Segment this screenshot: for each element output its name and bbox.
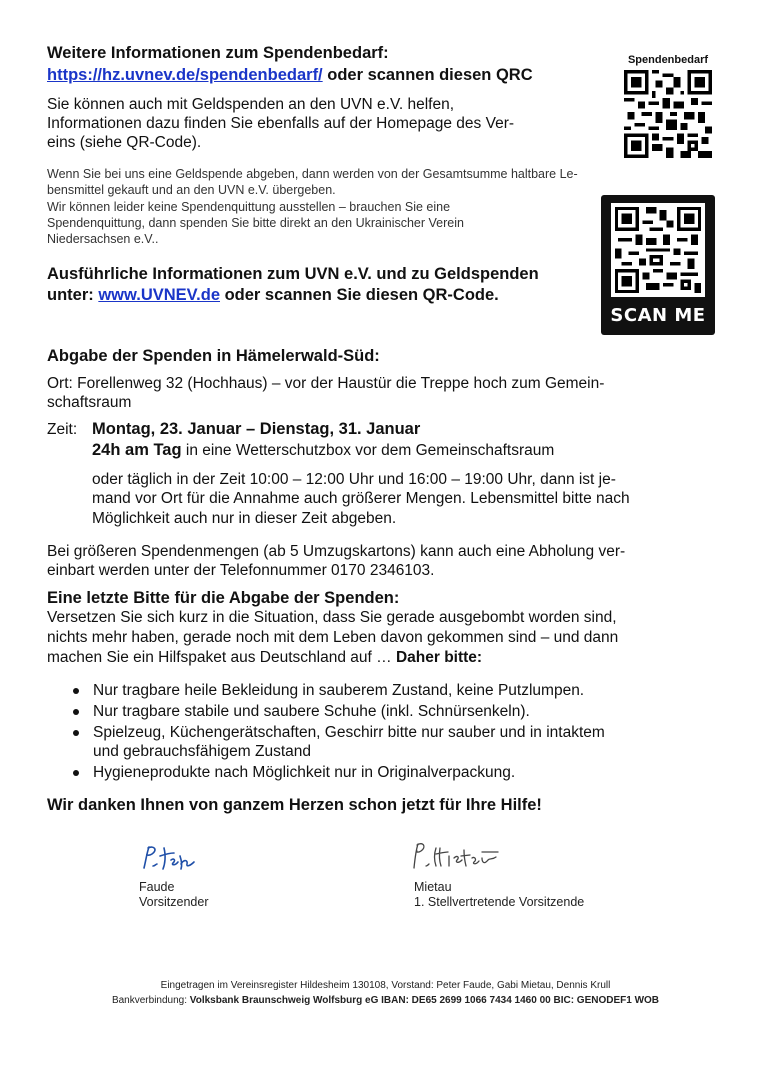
signature-name-faude: Faude xyxy=(139,880,175,894)
uvn-prefix: unter: xyxy=(47,286,99,304)
list-item-text: und gebrauchsfähigem Zustand xyxy=(93,743,312,760)
bullet-icon xyxy=(73,770,79,776)
qr-label: Spendenbedarf xyxy=(627,54,709,66)
scan-me-label: SCAN ME xyxy=(610,305,706,326)
footer-bank-details: Volksbank Braunschweig Wolfsburg eG IBAN: DE65 2699 1066 7434 1460 00 BIC: GENODEF1 WOB xyxy=(189,995,660,1006)
pickup-line2: einbart werden unter der Telefonnummer 0170 2346103. xyxy=(47,562,435,579)
small-line2: bensmittel gekauft und an den UVN e.V. übergeben. xyxy=(47,183,336,197)
qr-code-spendenbedarf[interactable] xyxy=(624,70,712,158)
list-item xyxy=(47,702,727,721)
pickup-line1: Bei größeren Spendenmengen (ab 5 Umzugskartons) kann auch eine Abholung ver- xyxy=(47,543,626,560)
info-heading: Weitere Informationen zum Spendenbedarf: xyxy=(47,44,389,62)
signature-role-faude: Vorsitzender xyxy=(139,895,209,909)
list-item xyxy=(47,723,727,742)
list-item-text: Nur tragbare heile Bekleidung in sauberem Zustand, keine Putzlumpen. xyxy=(93,682,585,699)
zeit-label: Zeit: xyxy=(47,421,78,438)
bullet-icon xyxy=(73,688,79,694)
zeit-24h-bold: 24h am Tag xyxy=(92,441,182,459)
list-item-continuation xyxy=(47,742,727,761)
footer-bank xyxy=(0,994,771,1008)
zeit-daily-line1: oder täglich in der Zeit 10:00 – 12:00 Uhr und 16:00 – 19:00 Uhr, dann ist je- xyxy=(92,471,616,488)
scan-me-qr-box[interactable] xyxy=(601,195,715,335)
ort-line1: Ort: Forellenweg 32 (Hochhaus) – vor der Haustür die Treppe hoch zum Gemein- xyxy=(47,375,605,392)
signature-mietau-icon xyxy=(408,838,508,876)
qr-code-uvnev[interactable] xyxy=(611,203,705,297)
spendenbedarf-link[interactable]: https://hz.uvnev.de/spendenbedarf/ xyxy=(47,66,323,84)
footer-bank-prefix: Bankverbindung: xyxy=(111,995,190,1006)
list-item-text: Hygieneprodukte nach Möglichkeit nur in Originalverpackung. xyxy=(93,764,516,781)
small-line3: Wir können leider keine Spendenquittung ausstellen – brauchen Sie eine xyxy=(47,200,451,214)
info-para-line1: Sie können auch mit Geldspenden an den UVN e.V. helfen, xyxy=(47,96,455,113)
small-line1: Wenn Sie bei uns eine Geldspende abgeben, dann werden von der Gesamtsumme haltbare Le- xyxy=(47,167,578,181)
info-link-line xyxy=(47,65,533,85)
list-item-text: Nur tragbare stabile und saubere Schuhe (inkl. Schnürsenkeln). xyxy=(93,703,530,720)
bitte-line1: Versetzen Sie sich kurz in die Situation, dass Sie gerade ausgebombt worden sind, xyxy=(47,609,617,626)
signature-role-mietau: 1. Stellvertretende Vorsitzende xyxy=(414,895,585,909)
zeit-24h-rest: in eine Wetterschutzbox vor dem Gemeinschaftsraum xyxy=(181,442,555,459)
thanks-line: Wir danken Ihnen von ganzem Herzen schon jetzt für Ihre Hilfe! xyxy=(47,796,542,814)
uvn-suffix: oder scannen Sie diesen QR-Code. xyxy=(220,286,499,304)
abgabe-heading: Abgabe der Spenden in Hämelerwald-Süd: xyxy=(47,347,380,365)
bitte-line2: nichts mehr haben, gerade noch mit dem Leben davon gekommen sind – und dann xyxy=(47,629,619,646)
bullet-icon xyxy=(73,709,79,715)
bitte-line3-bold: Daher bitte: xyxy=(395,649,483,666)
bitte-heading: Eine letzte Bitte für die Abgabe der Spenden: xyxy=(47,589,400,607)
footer-register: Eingetragen im Vereinsregister Hildesheim 130108, Vorstand: Peter Faude, Gabi Mietau, Dennis Krull xyxy=(160,980,611,991)
small-line4: Spendenquittung, dann spenden Sie bitte direkt an den Ukrainischer Verein xyxy=(47,216,464,230)
bitte-line3 xyxy=(47,648,482,667)
zeit-24h xyxy=(92,441,554,460)
list-item xyxy=(47,681,727,700)
info-para-line2: Informationen dazu finden Sie ebenfalls auf der Homepage des Ver- xyxy=(47,115,515,132)
list-item-text: Spielzeug, Küchengerätschaften, Geschirr bitte nur sauber und in intaktem xyxy=(93,724,605,741)
bitte-line3-text: machen Sie ein Hilfspaket aus Deutschland auf … xyxy=(47,649,396,666)
info-link-suffix: oder scannen diesen QRC xyxy=(322,66,533,84)
ort-line2: schaftsraum xyxy=(47,394,132,411)
uvnev-link[interactable]: www.UVNEV.de xyxy=(98,286,220,304)
bitte-list xyxy=(47,681,727,784)
list-item xyxy=(47,763,727,782)
uvn-line2 xyxy=(47,285,499,305)
uvn-line1: Ausführliche Informationen zum UVN e.V. und zu Geldspenden xyxy=(47,265,539,283)
info-para-line3: eins (siehe QR-Code). xyxy=(47,134,202,151)
zeit-daily-line3: Möglichkeit auch nur in dieser Zeit abgeben. xyxy=(92,510,397,527)
zeit-daily-line2: mand vor Ort für die Annahme auch größerer Mengen. Lebensmittel bitte nach xyxy=(92,490,630,507)
signature-name-mietau: Mietau xyxy=(414,880,452,894)
signature-faude-icon xyxy=(138,842,218,874)
bullet-icon xyxy=(73,730,79,736)
zeit-dates: Montag, 23. Januar – Dienstag, 31. Januar xyxy=(92,420,421,438)
small-line5: Niedersachsen e.V.. xyxy=(47,232,159,246)
